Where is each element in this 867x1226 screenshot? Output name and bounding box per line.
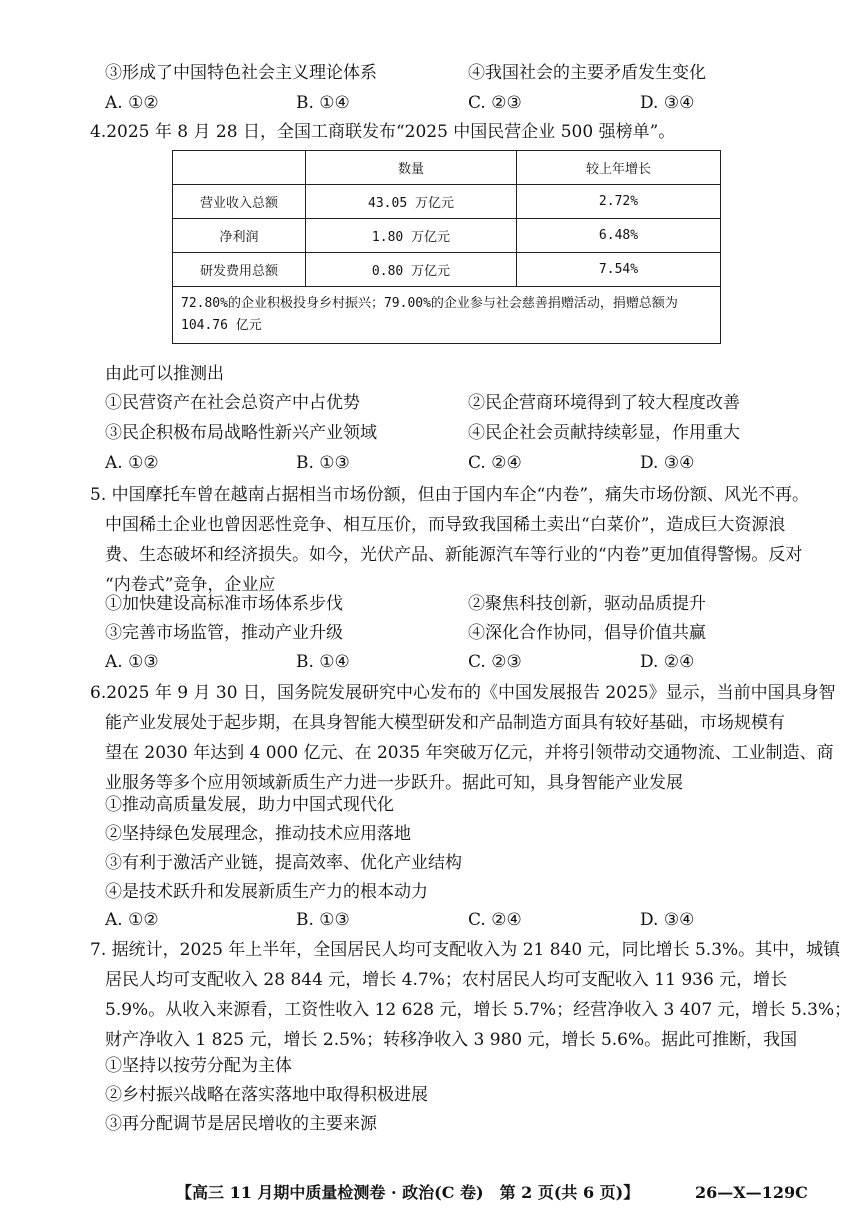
q3-options-row-1	[0, 61, 867, 85]
q4-options-row-1	[0, 391, 867, 415]
q6-choice-c: C. ②④	[468, 910, 522, 930]
table-header-row	[173, 151, 721, 185]
q6-stem-line-2: 能产业发展处于起步期，在具身智能大模型研发和产品制造方面具有较好基础，市场规模有	[105, 713, 785, 733]
table-cell: 净利润	[173, 219, 306, 253]
table-row	[173, 185, 721, 219]
q7-stem-line-3: 5.9%。从收入来源看，工资性收入 12 628 元，增长 5.7%；经营净收入 3 407 元，增长 5.3%；	[105, 1000, 852, 1020]
q4-choice-a: A. ①②	[105, 453, 159, 473]
q4-choice-d: D. ③④	[640, 453, 695, 473]
q7-option-1: ①坚持以按劳分配为主体	[105, 1056, 292, 1076]
q5-choice-b: B. ①④	[296, 652, 350, 672]
table-cell: 1.80 万亿元	[306, 219, 517, 253]
q7-stem-line-2: 居民人均可支配收入 28 844 元，增长 4.7%；农村居民人均可支配收入 11 936 元，增长	[105, 970, 788, 990]
q7-option-2: ②乡村振兴战略在落实落地中取得积极进展	[105, 1085, 428, 1105]
q6-choices	[0, 908, 867, 932]
table-cell: 研发费用总额	[173, 253, 306, 287]
q5-choice-d: D. ②④	[640, 652, 695, 672]
q6-choice-d: D. ③④	[640, 910, 695, 930]
table-cell: 2.72%	[517, 185, 721, 219]
table-cell: 6.48%	[517, 219, 721, 253]
q6-stem-line-1: 6.2025 年 9 月 30 日，国务院发展研究中心发布的《中国发展报告 2025》显示，当前中国具身智	[90, 683, 836, 703]
table-header-cell: 较上年增长	[517, 151, 721, 185]
q6-stem-line-3: 望在 2030 年达到 4 000 亿元、在 2035 年突破万亿元，并将引领带动交通物流、工业制造、商	[105, 743, 834, 763]
q4-data-table	[172, 150, 721, 344]
table-cell: 0.80 万亿元	[306, 253, 517, 287]
q5-option-3: ③完善市场监管，推动产业升级	[105, 623, 343, 643]
q4-option-1: ①民营资产在社会总资产中占优势	[105, 393, 360, 413]
q4-option-4: ④民企社会贡献持续彰显，作用重大	[468, 423, 740, 443]
table-row	[173, 253, 721, 287]
table-row	[173, 219, 721, 253]
q5-choices	[0, 650, 867, 674]
q6-choice-a: A. ①②	[105, 910, 159, 930]
q4-options-row-2	[0, 421, 867, 445]
q6-stem-line-4: 业服务等多个应用领域新质生产力进一步跃升。据此可知，具身智能产业发展	[105, 773, 683, 793]
q5-stem-line-3: 费、生态破坏和经济损失。如今，光伏产品、新能源汽车等行业的“内卷”更加值得警惕。反对	[105, 545, 803, 565]
q5-choice-c: C. ②③	[468, 652, 522, 672]
q5-option-1: ①加快建设高标准市场体系步伐	[105, 594, 343, 614]
q6-choice-b: B. ①③	[296, 910, 350, 930]
q3-option-3: ③形成了中国特色社会主义理论体系	[105, 63, 377, 83]
table-note-row	[173, 287, 721, 344]
table-header-cell: 数量	[306, 151, 517, 185]
q5-option-4: ④深化合作协同，倡导价值共赢	[468, 623, 706, 643]
q5-options-row-1	[0, 592, 867, 616]
q5-choice-a: A. ①③	[105, 652, 159, 672]
q4-lead: 由此可以推测出	[105, 364, 224, 384]
q7-stem-line-4: 财产净收入 1 825 元，增长 2.5%；转移净收入 3 980 元，增长 5.6%。据此可推断，我国	[105, 1030, 798, 1050]
q4-choice-b: B. ①③	[296, 453, 350, 473]
q4-option-3: ③民企积极布局战略性新兴产业领域	[105, 423, 377, 443]
table-cell: 营业收入总额	[173, 185, 306, 219]
q4-stem: 4.2025 年 8 月 28 日，全国工商联发布“2025 中国民营企业 500 强榜单”。	[90, 122, 676, 142]
q5-option-2: ②聚焦科技创新，驱动品质提升	[468, 594, 706, 614]
table-cell: 7.54%	[517, 253, 721, 287]
table-header-cell	[173, 151, 306, 185]
q6-option-1: ①推动高质量发展，助力中国式现代化	[105, 795, 394, 815]
q3-choice-b: B. ①④	[296, 93, 350, 113]
q3-choice-c: C. ②③	[468, 93, 522, 113]
q5-stem-line-4: “内卷式”竞争，企业应	[105, 575, 276, 595]
q7-stem-line-1: 7. 据统计，2025 年上半年，全国居民人均可支配收入为 21 840 元，同比增长 5.3%。其中，城镇	[90, 940, 841, 960]
page-footer	[0, 1181, 867, 1205]
q6-option-4: ④是技术跃升和发展新质生产力的根本动力	[105, 882, 428, 902]
table-cell: 43.05 万亿元	[306, 185, 517, 219]
q6-option-2: ②坚持绿色发展理念，推动技术应用落地	[105, 824, 411, 844]
q4-choices	[0, 451, 867, 475]
table-note: 72.80%的企业积极投身乡村振兴；79.00%的企业参与社会慈善捐赠活动，捐赠总额为 104.76 亿元	[173, 287, 721, 344]
q5-stem-line-1: 5. 中国摩托车曾在越南占据相当市场份额，但由于国内车企“内卷”，痛失市场份额、风光不再。	[90, 485, 810, 505]
q7-option-3: ③再分配调节是居民增收的主要来源	[105, 1114, 377, 1134]
footer-code: 26—X—129C	[695, 1183, 808, 1202]
q5-options-row-2	[0, 621, 867, 645]
footer-title: 【高三 11 月期中质量检测卷 · 政治(C 卷) 第 2 页(共 6 页)】	[176, 1183, 640, 1202]
q3-choice-d: D. ③④	[640, 93, 695, 113]
q3-choice-a: A. ①②	[105, 93, 159, 113]
q3-option-4: ④我国社会的主要矛盾发生变化	[468, 63, 706, 83]
q3-choices	[0, 91, 867, 115]
q4-option-2: ②民企营商环境得到了较大程度改善	[468, 393, 740, 413]
q4-choice-c: C. ②④	[468, 453, 522, 473]
q5-stem-line-2: 中国稀土企业也曾因恶性竞争、相互压价，而导致我国稀土卖出“白菜价”，造成巨大资源浪	[105, 515, 786, 535]
q6-option-3: ③有利于激活产业链，提高效率、优化产业结构	[105, 853, 462, 873]
